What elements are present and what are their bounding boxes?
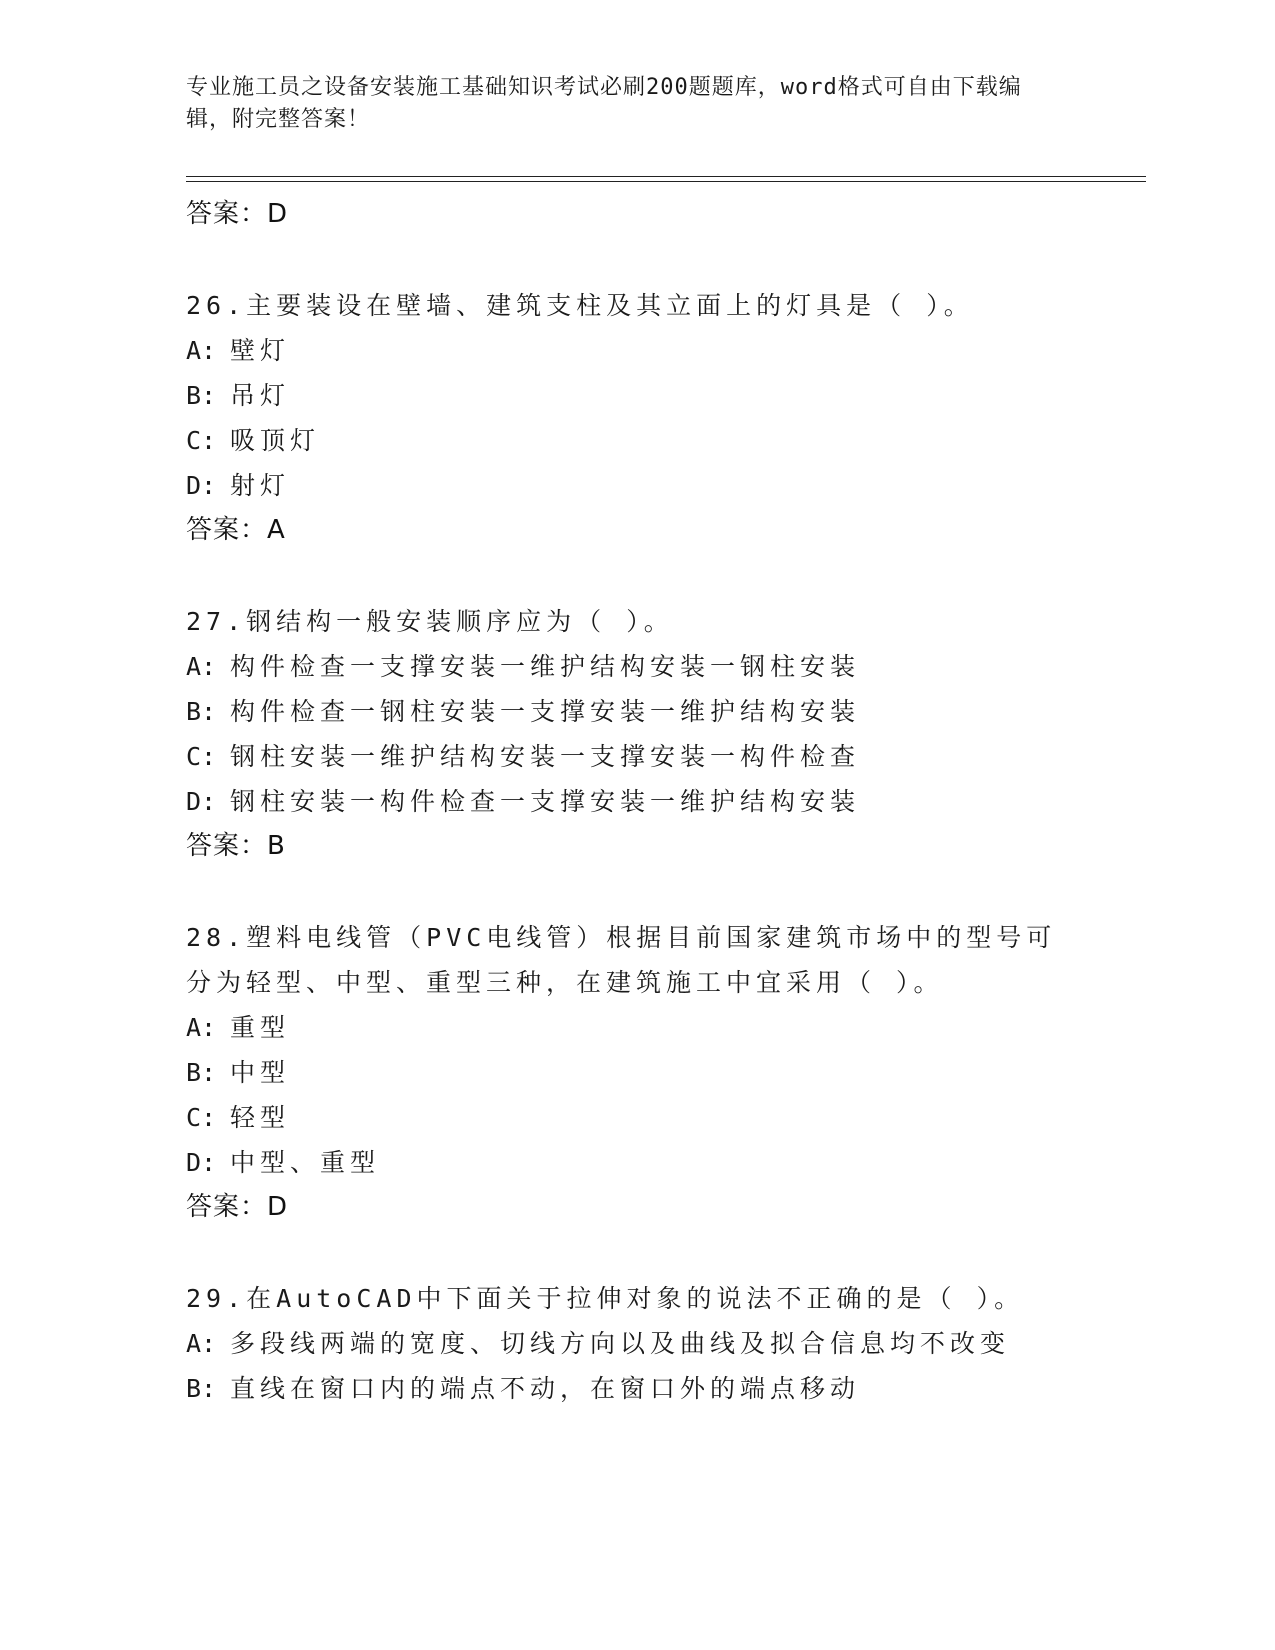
option-b <box>186 373 1086 418</box>
option-letter: D: <box>186 787 217 816</box>
question-text: 28.塑料电线管（PVC电线管）根据目前国家建筑市场中的型号可分为轻型、中型、重型三种，在建筑施工中宜采用（ ）。 <box>186 923 1057 997</box>
option-b <box>186 1050 1086 1095</box>
option-letter: A: <box>186 1013 217 1042</box>
option-text: 直线在窗口内的端点不动，在窗口外的端点移动 <box>230 1374 861 1403</box>
option-text: 构件检查一钢柱安装一支撑安装一维护结构安装 <box>230 697 861 726</box>
answer-line: 答案：A <box>186 515 286 545</box>
option-letter: C: <box>186 426 217 455</box>
option-letter: A: <box>186 336 217 365</box>
document-body <box>186 192 1086 1411</box>
document-header: 专业施工员之设备安装施工基础知识考试必刷200题题库，word格式可自由下载编辑，附完整答案！ <box>186 75 1022 132</box>
option-a <box>186 328 1086 373</box>
header-rule-bottom <box>186 181 1146 182</box>
option-letter: D: <box>186 471 217 500</box>
option-letter: B: <box>186 381 217 410</box>
option-a <box>186 1321 1086 1366</box>
option-letter: B: <box>186 1058 217 1087</box>
option-c <box>186 418 1086 463</box>
answer-line: 答案：D <box>186 1192 289 1222</box>
previous-answer: 答案：D <box>186 199 289 229</box>
question-27 <box>186 599 1086 868</box>
question-26 <box>186 283 1086 552</box>
option-text: 中型 <box>230 1058 291 1087</box>
option-letter: B: <box>186 1374 217 1403</box>
option-c <box>186 734 1086 779</box>
option-text: 钢柱安装一构件检查一支撑安装一维护结构安装 <box>230 787 861 816</box>
question-28 <box>186 915 1086 1229</box>
header-rule-top <box>186 176 1146 177</box>
option-text: 重型 <box>230 1013 291 1042</box>
question-text: 29.在AutoCAD中下面关于拉伸对象的说法不正确的是（ ）。 <box>186 1284 1025 1313</box>
option-text: 吸顶灯 <box>230 426 321 455</box>
option-text: 轻型 <box>230 1103 291 1132</box>
option-text: 构件检查一支撑安装一维护结构安装一钢柱安装 <box>230 652 861 681</box>
question-text: 27.钢结构一般安装顺序应为（ ）。 <box>186 607 674 636</box>
option-letter: D: <box>186 1148 217 1177</box>
option-text: 钢柱安装一维护结构安装一支撑安装一构件检查 <box>230 742 861 771</box>
option-d <box>186 779 1086 824</box>
option-letter: B: <box>186 697 217 726</box>
option-text: 吊灯 <box>230 381 291 410</box>
option-c <box>186 1095 1086 1140</box>
option-letter: A: <box>186 652 217 681</box>
option-d <box>186 463 1086 508</box>
option-a <box>186 644 1086 689</box>
answer-line: 答案：B <box>186 831 286 861</box>
option-d <box>186 1140 1086 1185</box>
option-text: 壁灯 <box>230 336 291 365</box>
option-a <box>186 1005 1086 1050</box>
option-letter: A: <box>186 1329 217 1358</box>
question-text: 26.主要装设在壁墙、建筑支柱及其立面上的灯具是（ ）。 <box>186 291 974 320</box>
option-letter: C: <box>186 1103 217 1132</box>
option-text: 多段线两端的宽度、切线方向以及曲线及拟合信息均不改变 <box>230 1329 1011 1358</box>
option-letter: C: <box>186 742 217 771</box>
option-b <box>186 689 1086 734</box>
option-text: 中型、重型 <box>230 1148 381 1177</box>
option-b <box>186 1366 1086 1411</box>
option-text: 射灯 <box>230 471 291 500</box>
question-29 <box>186 1276 1086 1411</box>
